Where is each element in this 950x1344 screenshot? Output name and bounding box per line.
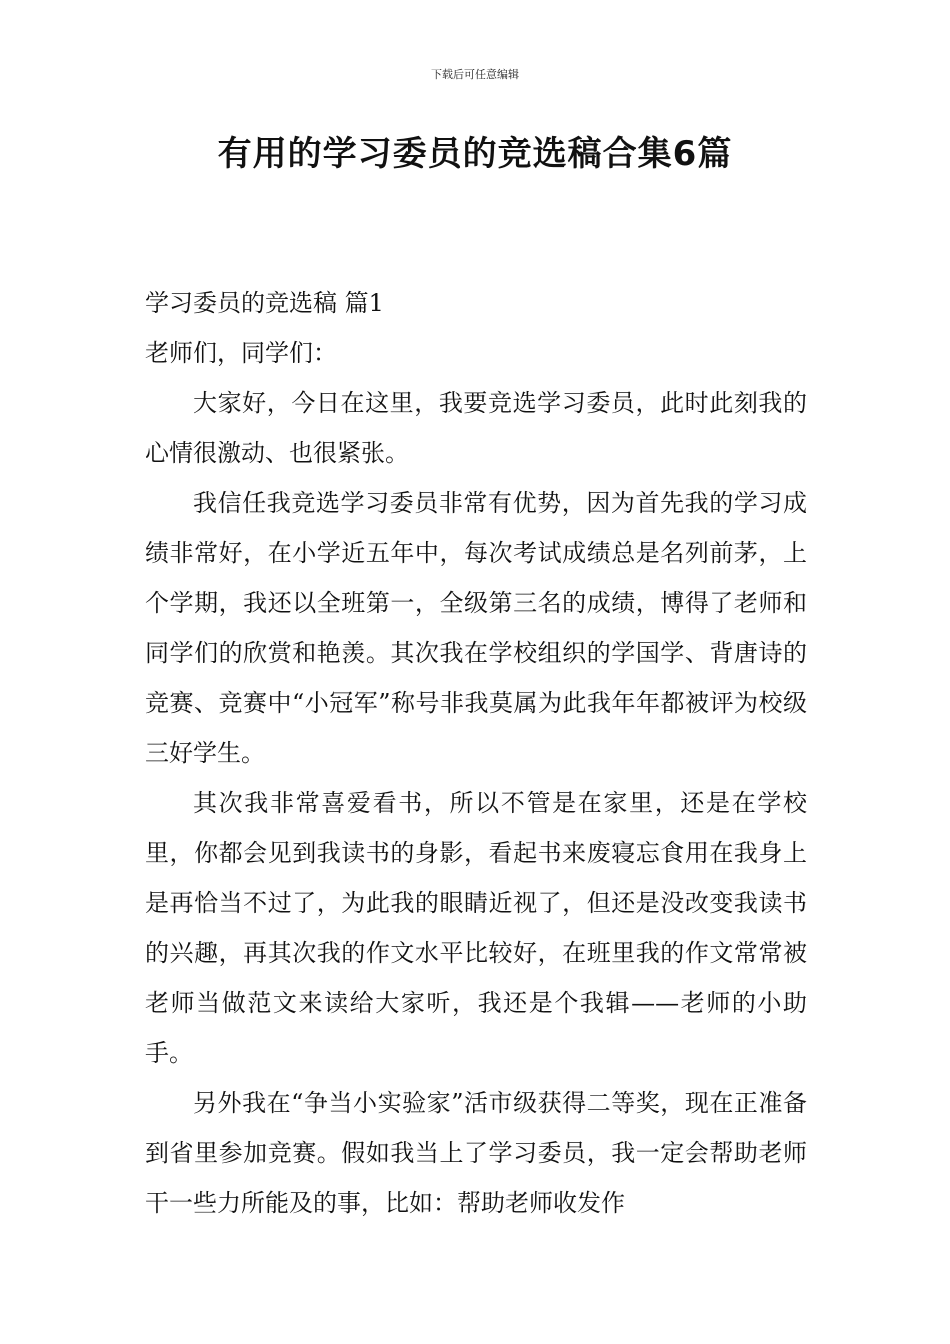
document-body (145, 278, 807, 1228)
document-title: 有用的学习委员的竞选稿合集6篇 (217, 134, 733, 174)
paragraph: 另外我在“争当小实验家”活市级获得二等奖，现在正准备到省里参加竞赛。假如我当上了学习委员，我一定会帮助老师干一些力所能及的事，比如：帮助老师收发作 (145, 1089, 807, 1217)
paragraph: 其次我非常喜爱看书，所以不管是在家里，还是在学校里，你都会见到我读书的身影，看起书来废寝忘食用在我身上是再恰当不过了，为此我的眼睛近视了，但还是没改变我读书的兴趣，再其次我的作文水平比较好，在班里我的作文常常被老师当做范文来读给大家听，我还是个我辑——老师的小助手。 (145, 789, 807, 1067)
section-heading: 学习委员的竞选稿 篇1 (145, 289, 384, 317)
paragraph: 我信任我竞选学习委员非常有优势，因为首先我的学习成绩非常好，在小学近五年中，每次考试成绩总是名列前茅，上个学期，我还以全班第一，全级第三名的成绩，博得了老师和同学们的欣赏和艳羡。其次我在学校组织的学国学、背唐诗的竞赛、竞赛中“小冠军”称号非我莫属为此我年年都被评为校级三好学生。 (145, 489, 807, 767)
header-note: 下载后可任意编辑 (431, 68, 519, 81)
paragraph: 大家好，今日在这里，我要竞选学习委员，此时此刻我的心情很激动、也很紧张。 (145, 389, 807, 467)
salutation: 老师们，同学们： (145, 339, 337, 367)
